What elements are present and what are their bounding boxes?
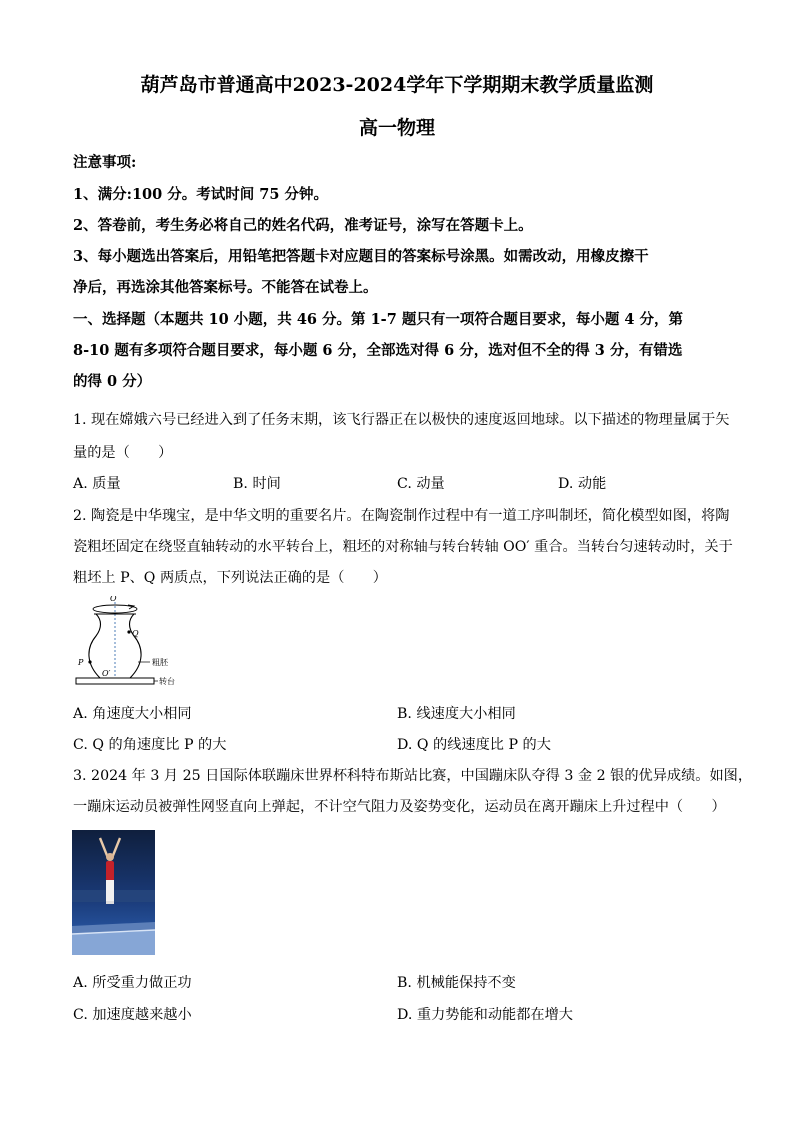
q2-option-d: D. Q 的线速度比 P 的大 (397, 737, 551, 753)
label-o-prime: O′ (102, 669, 111, 678)
vase-left-outline (89, 614, 101, 678)
note-item-1: 1、满分:100 分。考试时间 75 分钟。 (73, 186, 329, 203)
label-p: P (78, 658, 84, 667)
q3-stem-line1: 3. 2024 年 3 月 25 日国际体联蹦床世界杯科特布斯站比赛，中国蹦床队夺得 3 金 2 银的优异成绩。如图， (73, 768, 753, 784)
exam-subject: 高一物理 (358, 117, 435, 139)
turntable (76, 678, 154, 684)
notes-heading: 注意事项: (73, 154, 137, 171)
point-p (88, 660, 91, 663)
note-item-2: 2、答卷前，考生务必将自己的姓名代码，准考证号，涂写在答题卡上。 (73, 217, 533, 234)
label-turntable: 转台 (159, 677, 175, 686)
q2-option-a: A. 角速度大小相同 (73, 706, 192, 722)
q1-option-c: C. 动量 (397, 476, 445, 492)
q2-option-c: C. Q 的角速度比 P 的大 (73, 737, 227, 753)
q1-stem-line1: 1. 现在嫦娥六号已经进入到了任务末期，该飞行器正在以极快的速度返回地球。以下描述的物理量属于矢 (73, 412, 730, 428)
q3-option-a: A. 所受重力做正功 (73, 975, 192, 991)
q3-stem-line2: 一蹦床运动员被弹性网竖直向上弹起，不计空气阻力及姿势变化，运动员在离开蹦床上升过程中（ ） (73, 799, 726, 815)
section1-line1: 一、选择题（本题共 10 小题，共 46 分。第 1-7 题只有一项符合题目要求，每小题 4 分，第 (73, 311, 684, 328)
section1-line2: 8-10 题有多项符合题目要求，每小题 6 分，全部选对得 6 分，选对但不全的得 3 分，有错选 (73, 342, 683, 359)
vase-right-outline (130, 614, 142, 678)
point-q (127, 630, 130, 633)
q2-stem-line2: 瓷粗坯固定在绕竖直轴转动的水平转台上，粗坯的对称轴与转台转轴 OO′ 重合。当转台匀速转动时，关于 (73, 539, 733, 555)
trampoline-image (72, 830, 155, 955)
section1-line3: 的得 0 分） (73, 373, 152, 390)
q1-option-d: D. 动能 (558, 476, 607, 492)
label-q: Q (132, 629, 139, 638)
q3-option-c: C. 加速度越来越小 (73, 1007, 192, 1023)
q1-option-b: B. 时间 (233, 476, 281, 492)
q3-option-d: D. 重力势能和动能都在增大 (397, 1007, 573, 1023)
trampoline-photo (72, 830, 155, 955)
note-item-3-line1: 3、每小题选出答案后，用铅笔把答题卡对应题目的答案标号涂黑。如需改动，用橡皮擦干 (73, 248, 649, 265)
q1-stem-line2: 量的是（ ） (73, 445, 173, 461)
q2-option-b: B. 线速度大小相同 (397, 706, 516, 722)
pottery-figure (72, 596, 192, 692)
pottery-diagram (72, 596, 192, 692)
q2-stem-line3: 粗坯上 P、Q 两质点，下列说法正确的是（ ） (73, 570, 387, 586)
q1-option-a: A. 质量 (73, 476, 121, 492)
q3-option-b: B. 机械能保持不变 (397, 975, 516, 991)
label-blank: 粗胚 (152, 658, 168, 667)
label-o: O (110, 596, 117, 603)
exam-title: 葫芦岛市普通高中2023-2024学年下学期期末教学质量监测 (140, 74, 654, 96)
note-item-3-line2: 净后，再选涂其他答案标号。不能答在试卷上。 (73, 279, 378, 296)
q2-stem-line1: 2. 陶瓷是中华瑰宝，是中华文明的重要名片。在陶瓷制作过程中有一道工序叫制坯，简化模型如图，将陶 (73, 508, 730, 524)
